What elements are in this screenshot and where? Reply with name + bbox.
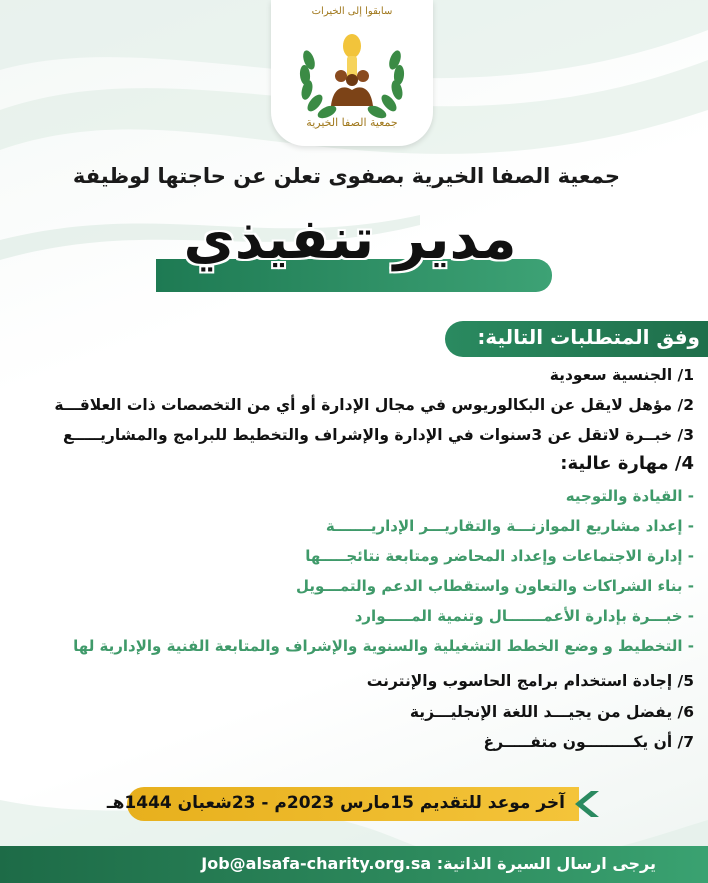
requirements-heading: وفق المتطلبات التالية: — [477, 325, 700, 349]
requirement-item: 5/ إجادة استخدام برامج الحاسوب والإنترنت — [366, 672, 694, 690]
skill-item: - إدارة الاجتماعات وإعداد المحاضر ومتابعة نتائجـــــها — [305, 547, 694, 565]
skill-item: - خبـــرة بإدارة الأعمـــــــال وتنمية المـــــوارد — [354, 607, 694, 625]
deadline-banner — [106, 787, 579, 821]
requirement-item: 2/ مؤهل لايقل عن البكالوريوس في مجال الإدارة أو أي من التخصصات ذات العلاقـــة — [54, 396, 694, 414]
skill-item: - بناء الشراكات والتعاون واستقطاب الدعم والتمـــويل — [296, 577, 694, 595]
chevron-left-icon — [575, 789, 605, 819]
logo-motto: سابقوا إلى الخيرات — [311, 6, 393, 17]
job-title: مدير تنفيذي — [183, 207, 517, 272]
requirement-item: 6/ يفضل من يجيـــد اللغة الإنجليـــزية — [409, 703, 694, 721]
deadline-text: آخر موعد للتقديم 15مارس 2023م - 23شعبان 1444هـ — [106, 793, 565, 813]
requirement-item: 3/ خبــرة لاتقل عن 3سنوات في الإدارة والإشراف والتخطيط للبرامج والمشاريـــــع — [63, 426, 694, 444]
skill-item: - إعداد مشاريع الموازنـــة والتقاريـــر الإداريـــــــة — [325, 517, 694, 535]
requirement-item: 1/ الجنسية سعودية — [549, 366, 694, 384]
skill-item: - القيادة والتوجيه — [565, 487, 694, 505]
contact-email[interactable]: يرجى ارسال السيرة الذاتية: Job@alsafa-charity.org.sa — [201, 854, 656, 873]
logo-card — [271, 0, 433, 146]
requirements-heading-tab — [445, 321, 708, 357]
requirement-item: 7/ أن يكـــــــــون متفـــــرغ — [483, 733, 694, 751]
footer-bar — [0, 846, 708, 883]
logo-caption: جمعية الصفا الخيرية — [306, 116, 398, 129]
skill-item: - التخطيط و وضع الخطط التشغيلية والسنوية والإشراف والمتابعة الفنية والإدارية لها — [73, 637, 694, 655]
requirement-item: 4/ مهارة عالية: — [560, 453, 694, 474]
announcement-headline: جمعية الصفا الخيرية بصفوى تعلن عن حاجتها لوظيفة — [72, 164, 620, 188]
